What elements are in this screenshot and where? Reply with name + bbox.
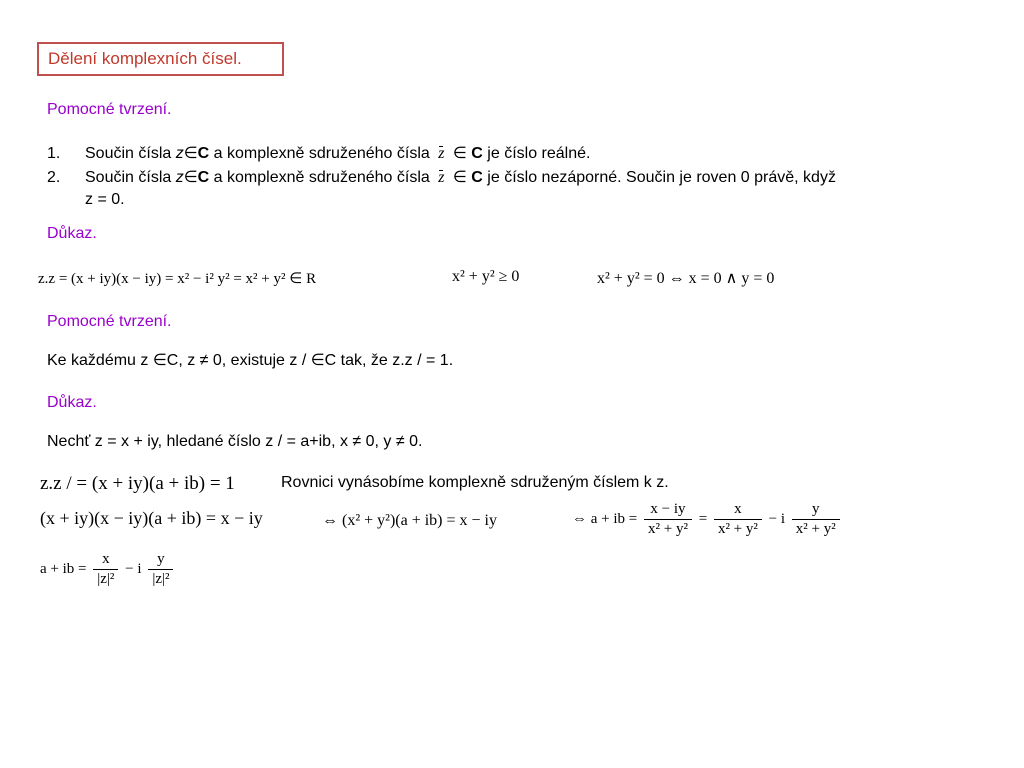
minus-i: − i xyxy=(768,511,786,527)
list-number: 1. xyxy=(47,145,61,162)
denominator: |z|² xyxy=(93,569,118,589)
fraction xyxy=(93,550,118,589)
minus-i: − i xyxy=(125,561,142,577)
item-text: je číslo nezáporné. Součin je roven 0 právě, když xyxy=(482,169,836,186)
fraction xyxy=(644,500,692,539)
list-item-2-continuation: z = 0. xyxy=(85,191,125,208)
denominator: |z|² xyxy=(148,569,173,589)
item-text: Součin čísla xyxy=(85,169,176,186)
var-z: z xyxy=(175,145,184,162)
equation-zero-condition: x² + y² = 0 ⇔ x = 0 ∧ y = 0 xyxy=(597,270,775,287)
equation-simplified: ⇔ (x² + y²)(a + ib) = x − iy xyxy=(322,512,497,529)
equation-conjugate-product: z.z = (x + iy)(x − iy) = x² − i² y² = x² + y² ∈ R xyxy=(38,271,317,287)
list-item-1 xyxy=(47,143,590,163)
fraction xyxy=(792,500,840,539)
var-z: z xyxy=(175,169,184,186)
section-heading-lemma-2: Pomocné tvrzení. xyxy=(47,313,172,330)
item-text: Součin čísla xyxy=(85,145,176,162)
item-text: je číslo reálné. xyxy=(482,145,591,162)
equation-lhs: ⇔ a + ib = xyxy=(572,511,638,527)
numerator: y xyxy=(157,551,165,567)
proof-heading-2: Důkaz. xyxy=(47,394,97,411)
element-of: ∈ xyxy=(448,169,472,186)
numerator: x xyxy=(102,551,110,567)
slide-title: Dělení komplexních čísel. xyxy=(37,42,284,76)
numerator: y xyxy=(812,501,820,517)
proof-2-setup: Nechť z = x + iy, hledané číslo z / = a+ib, x ≠ 0, y ≠ 0. xyxy=(47,433,423,450)
section-heading-lemma-1: Pomocné tvrzení. xyxy=(47,101,172,118)
proof-heading-1: Důkaz. xyxy=(47,225,97,242)
element-of: ∈ xyxy=(183,145,198,162)
equation-inverse-product: z.z / = (x + iy)(a + ib) = 1 xyxy=(40,473,235,494)
element-of: ∈ xyxy=(183,169,198,186)
set-c: C xyxy=(197,169,210,186)
equation-note: Rovnici vynásobíme komplexně sdruženým číslem k z. xyxy=(281,474,669,491)
set-c: C xyxy=(471,145,483,162)
set-c: C xyxy=(471,169,483,186)
set-c: C xyxy=(197,145,210,162)
lemma-2-statement: Ke každému z ∈C, z ≠ 0, existuje z / ∈C tak, že z.z / = 1. xyxy=(47,352,454,369)
numerator: x − iy xyxy=(650,501,686,517)
equation-nonnegative: x² + y² ≥ 0 xyxy=(452,268,520,285)
denominator: x² + y² xyxy=(792,519,840,539)
var-z-conjugate: z xyxy=(438,145,445,162)
list-number: 2. xyxy=(47,169,61,186)
numerator: x xyxy=(734,501,742,517)
equals-sign: = xyxy=(698,511,708,527)
item-text: a komplexně sdruženého čísla xyxy=(209,169,435,186)
var-z-conjugate: z xyxy=(438,169,445,186)
element-of: ∈ xyxy=(448,145,472,162)
equation-lhs: a + ib = xyxy=(40,561,87,577)
denominator: x² + y² xyxy=(644,519,692,539)
denominator: x² + y² xyxy=(714,519,762,539)
item-text: a komplexně sdruženého čísla xyxy=(209,145,435,162)
equation-solution-fractions xyxy=(572,500,843,539)
list-item-2 xyxy=(47,167,836,187)
fraction xyxy=(714,500,762,539)
equation-multiplied: (x + iy)(x − iy)(a + ib) = x − iy xyxy=(40,508,263,528)
fraction xyxy=(148,550,173,589)
equation-final-inverse xyxy=(40,550,176,589)
